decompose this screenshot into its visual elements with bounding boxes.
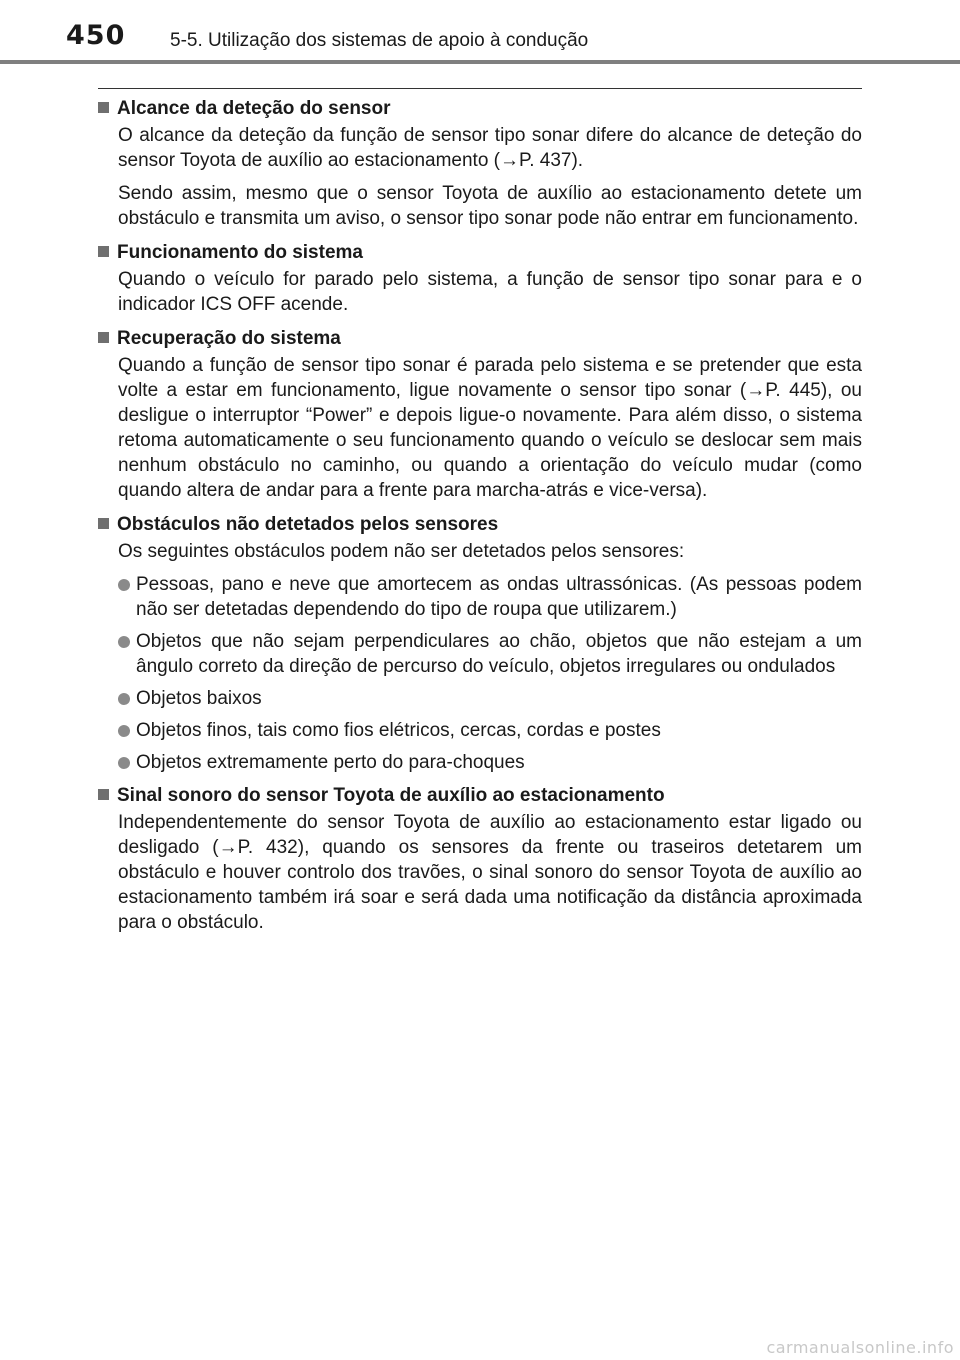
- watermark: carmanualsonline.info: [766, 1338, 954, 1357]
- circle-bullet-icon: [118, 636, 130, 648]
- circle-bullet-icon: [118, 757, 130, 769]
- list-item: [118, 629, 862, 679]
- section-parking-sensor-buzzer: [98, 782, 862, 935]
- section-heading: Sinal sonoro do sensor Toyota de auxílio ao estacionamento: [117, 785, 665, 806]
- paragraph: Sendo assim, mesmo que o sensor Toyota de auxílio ao estacionamento detete um obstáculo e transmita um aviso, o sensor tipo sonar pode não entrar em funcionamento.: [118, 183, 862, 229]
- paragraph: O alcance da deteção da função de sensor tipo sonar difere do alcance de deteção do sensor Toyota de auxílio ao estacionamento (→P. 437).: [118, 125, 862, 171]
- circle-bullet-icon: [118, 725, 130, 737]
- page-number: 450: [66, 20, 126, 51]
- list-item: [118, 686, 862, 711]
- square-bullet-icon: [98, 518, 109, 529]
- section-heading: Alcance da deteção do sensor: [117, 98, 391, 119]
- section-system-operation: [98, 239, 862, 317]
- list-item-text: Objetos finos, tais como fios elétricos, cercas, cordas e postes: [136, 720, 661, 741]
- list-item-text: Objetos extremamente perto do para-choques: [136, 752, 525, 773]
- paragraph: Quando a função de sensor tipo sonar é parada pelo sistema e se pretender que esta volte a estar em funcionamento, ligue novamente o sensor tipo sonar (→P. 445), ou desligue o interruptor “Power” e depois ligue-o novamente. Para além disso, o sistema retoma automaticamente o seu funcionamento quando o veículo se deslocar sem mais nenhum obstáculo no caminho, ou quando a orientação do veículo mudar (como quando altera de andar para a frente para marcha-atrás e vice-versa).: [118, 355, 862, 501]
- section-sensor-detection-range: [98, 95, 862, 231]
- list-item-text: Objetos que não sejam perpendiculares ao chão, objetos que não estejam a um ângulo correto da direção de percurso do veículo, objetos irregulares ou ondulados: [136, 631, 862, 677]
- square-bullet-icon: [98, 246, 109, 257]
- list-item-text: Pessoas, pano e neve que amortecem as ondas ultrassónicas. (As pessoas podem não ser detetadas dependendo do tipo de roupa que utilizarem.): [136, 574, 862, 620]
- square-bullet-icon: [98, 789, 109, 800]
- section-system-recovery: [98, 325, 862, 503]
- list-item-text: Objetos baixos: [136, 688, 262, 709]
- list-item: [118, 750, 862, 775]
- paragraph: Os seguintes obstáculos podem não ser detetados pelos sensores:: [118, 541, 685, 562]
- content-divider: [98, 88, 862, 89]
- section-heading: Recuperação do sistema: [117, 328, 341, 349]
- page-header: [0, 0, 960, 64]
- square-bullet-icon: [98, 102, 109, 113]
- section-heading: Obstáculos não detetados pelos sensores: [117, 514, 499, 535]
- circle-bullet-icon: [118, 579, 130, 591]
- section-heading: Funcionamento do sistema: [117, 242, 363, 263]
- paragraph: Quando o veículo for parado pelo sistema, a função de sensor tipo sonar para e o indicador ICS OFF acende.: [118, 269, 862, 315]
- section-title: 5-5. Utilização dos sistemas de apoio à condução: [170, 30, 589, 51]
- circle-bullet-icon: [118, 693, 130, 705]
- list-item: [118, 718, 862, 743]
- paragraph: Independentemente do sensor Toyota de auxílio ao estacionamento estar ligado ou desligado (→P. 432), quando os sensores da frente ou traseiros detetarem um obstáculo e houver controlo dos travões, o sinal sonoro do sensor Toyota de auxílio ao estacionamento também irá soar e será dada uma notificação da distância aproximada para o obstáculo.: [118, 812, 862, 933]
- section-undetected-obstacles: [98, 511, 862, 775]
- square-bullet-icon: [98, 332, 109, 343]
- page-content: [98, 95, 862, 941]
- header-divider: [0, 60, 960, 64]
- list-item: [118, 572, 862, 622]
